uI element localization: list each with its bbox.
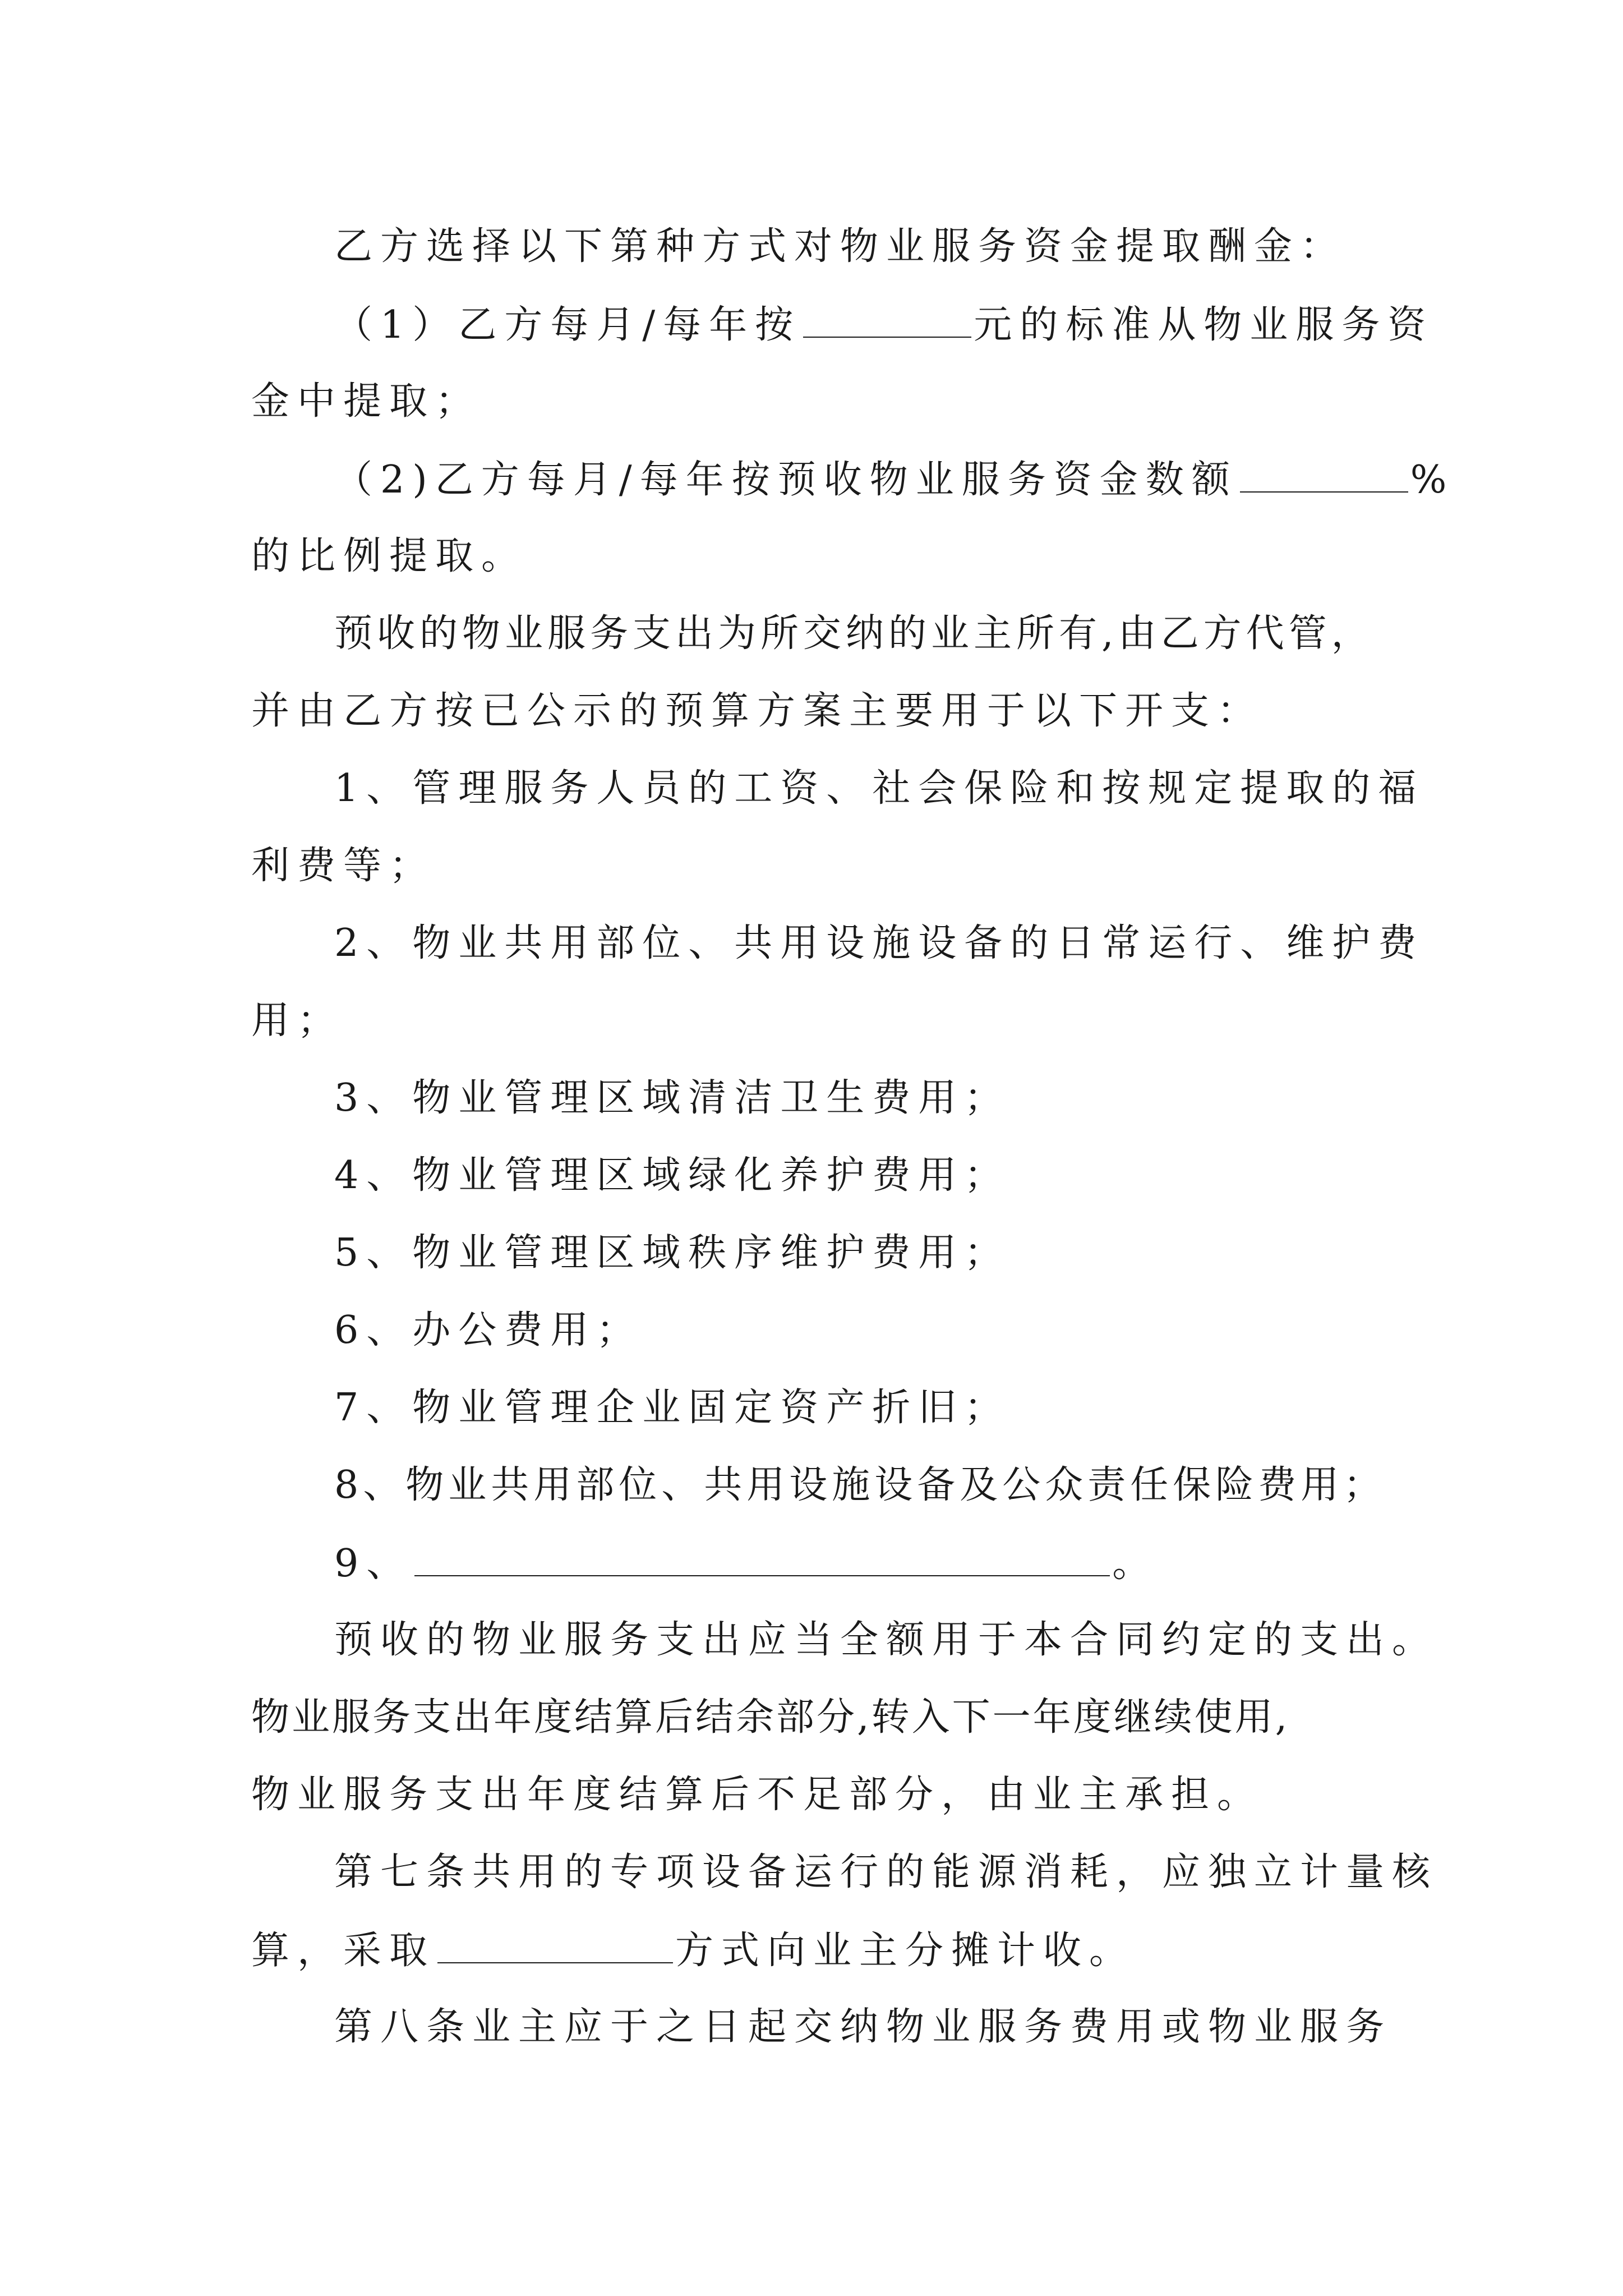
fill-blank <box>1240 457 1408 493</box>
paragraph-line <box>334 1308 642 1353</box>
line-text: 4、物业管理区域绿化养护费用； <box>334 1153 1011 1198</box>
line-text: 1、管理服务人员的工资、社会保险和按规定提取的福 <box>334 766 1424 811</box>
line-text: 用； <box>251 999 344 1043</box>
line-text: 乙方选择以下第种方式对物业服务资金提取酬金： <box>334 224 1347 269</box>
paragraph-line <box>251 844 435 889</box>
line-text: 方式向业主分摊计收。 <box>675 1929 1136 1973</box>
paragraph-line <box>334 1386 1010 1430</box>
fill-blank <box>437 1927 673 1963</box>
paragraph-line <box>334 1076 1010 1121</box>
line-text: （2)乙方每月/每年按预收物业服务资金数额 <box>334 458 1238 502</box>
paragraph-line <box>334 921 1424 966</box>
line-text: 预收的物业服务支出应当全额用于本合同约定的支出。 <box>334 1618 1438 1662</box>
line-text: 金中提取； <box>251 379 482 424</box>
paragraph-line <box>334 1618 1438 1663</box>
line-text: 9、 <box>334 1542 413 1586</box>
line-text: 2、物业共用部位、共用设施设备的日常运行、维护费 <box>334 921 1424 965</box>
line-text: 6、办公费用； <box>334 1308 643 1352</box>
line-text: 5、物业管理区域秩序维护费用； <box>334 1231 1011 1275</box>
line-text: （1）乙方每月/每年按 <box>334 303 801 347</box>
line-text: 预收的物业服务支出为所交纳的业主所有,由乙方代管， <box>334 611 1374 656</box>
line-text: 物业服务支出年度结算后结余部分,转入下一年度继续使用, <box>251 1695 1290 1740</box>
line-text: 第八条业主应于之日起交纳物业服务费用或物业服务 <box>334 2005 1393 2049</box>
line-text: 。 <box>1112 1542 1159 1586</box>
paragraph-line <box>334 1231 1010 1276</box>
paragraph-line <box>251 534 527 579</box>
line-text: 7、物业管理企业固定资产折旧； <box>334 1386 1011 1430</box>
line-text: 第七条共用的专项设备运行的能源消耗，应独立计量核 <box>334 1850 1438 1894</box>
fill-blank <box>803 302 971 338</box>
paragraph-line <box>251 689 1263 734</box>
paragraph-line <box>251 1695 1289 1740</box>
paragraph-line <box>334 611 1374 656</box>
line-text: 物业服务支出年度结算后不足部分，由业主承担。 <box>251 1773 1264 1817</box>
paragraph-line <box>334 457 1454 501</box>
paragraph-line <box>251 999 343 1043</box>
line-text: 的比例提取。 <box>251 534 528 578</box>
line-text: 并由乙方按已公示的预算方案主要用于以下开支： <box>251 689 1264 733</box>
paragraph-line <box>334 2005 1392 2050</box>
paragraph-line <box>334 1540 1158 1585</box>
paragraph-line <box>251 1773 1263 1818</box>
line-text: 3、物业管理区域清洁卫生费用； <box>334 1076 1011 1120</box>
line-text: % <box>1410 458 1455 502</box>
line-text: 算，采取 <box>251 1929 436 1973</box>
paragraph-line <box>334 766 1424 811</box>
paragraph-line <box>251 1927 1135 1972</box>
paragraph-line <box>334 224 1346 269</box>
fill-blank <box>414 1540 1110 1576</box>
paragraph-line <box>251 379 481 424</box>
paragraph-line <box>334 1850 1438 1895</box>
paragraph-line <box>334 1463 1386 1508</box>
paragraph-line <box>334 302 1433 347</box>
line-text: 元的标准从物业服务资 <box>974 303 1434 347</box>
line-text: 利费等； <box>251 844 436 888</box>
paragraph-line <box>334 1153 1010 1198</box>
line-text: 8、物业共用部位、共用设施设备及公众责任保险费用； <box>334 1463 1386 1507</box>
